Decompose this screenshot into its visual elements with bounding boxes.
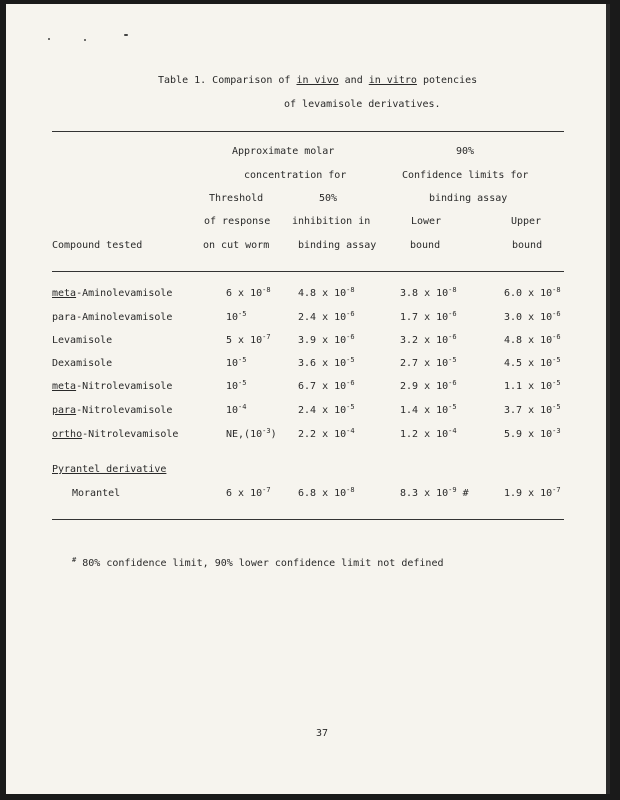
threshold-value: 5 x $10^{-7}$: [226, 333, 271, 346]
page-edge-shadow: [606, 4, 610, 794]
threshold-value: $10^{-4}$: [226, 403, 247, 416]
inhibition-value: 6.8 x $10^{-8}$: [298, 486, 355, 499]
upper-bound-value: 3.0 x $10^{-6}$: [504, 310, 561, 323]
table-title-line2: of levamisole derivatives.: [284, 99, 441, 110]
threshold-value: $10^{-5}$: [226, 310, 247, 323]
header-on-cut-worm: on cut worm: [203, 240, 270, 251]
upper-bound-value: 6.0 x $10^{-8}$: [504, 286, 561, 299]
lower-bound-value: 2.9 x $10^{-6}$: [400, 379, 457, 392]
lower-bound-value: 3.8 x $10^{-8}$: [400, 286, 457, 299]
lower-bound-value: 1.7 x $10^{-6}$: [400, 310, 457, 323]
header-of-response: of response: [204, 216, 271, 227]
inhibition-value: 2.4 x $10^{-6}$: [298, 310, 355, 323]
speck: [48, 38, 50, 40]
lower-bound-value: 8.3 x $10^{-9}$ #: [400, 486, 469, 499]
header-binding-assay: binding assay: [429, 193, 508, 204]
compound-name: meta-Aminolevamisole: [52, 288, 173, 299]
inhibition-value: 4.8 x $10^{-8}$: [298, 286, 355, 299]
lower-bound-value: 1.2 x $10^{-4}$: [400, 427, 457, 440]
threshold-value: 6 x $10^{-8}$: [226, 286, 271, 299]
header-threshold: Threshold: [209, 193, 264, 204]
threshold-value: $10^{-5}$: [226, 356, 247, 369]
lower-bound-value: 1.4 x $10^{-5}$: [400, 403, 457, 416]
header-50pct: 50%: [319, 193, 338, 204]
upper-bound-value: 5.9 x $10^{-3}$: [504, 427, 561, 440]
inhibition-value: 3.9 x $10^{-6}$: [298, 333, 355, 346]
bottom-rule: [52, 519, 564, 520]
inhibition-value: 2.4 x $10^{-5}$: [298, 403, 355, 416]
inhibition-value: 2.2 x $10^{-4}$: [298, 427, 355, 440]
header-bound-lower: bound: [410, 240, 441, 251]
page-number: 37: [316, 728, 329, 739]
header-90pct: 90%: [456, 146, 475, 157]
inhibition-value: 3.6 x $10^{-5}$: [298, 356, 355, 369]
compound-name: Morantel: [72, 488, 121, 499]
table-title-line1: Table 1. Comparison of in vivo and in vitro potencies: [158, 75, 478, 86]
upper-bound-value: 1.9 x $10^{-7}$: [504, 486, 561, 499]
header-confidence-limits: Confidence limits for: [402, 170, 529, 181]
header-bound-upper: bound: [512, 240, 543, 251]
document-page: [6, 4, 610, 794]
threshold-value: 6 x $10^{-7}$: [226, 486, 271, 499]
footnote: # 80% confidence limit, 90% lower confidence limit not defined: [72, 556, 444, 569]
speck: [124, 34, 128, 36]
lower-bound-value: 2.7 x $10^{-5}$: [400, 356, 457, 369]
speck: [84, 39, 86, 41]
header-approx-molar: Approximate molar: [232, 146, 335, 157]
compound-name: meta-Nitrolevamisole: [52, 381, 173, 392]
header-inhibition-in: inhibition in: [292, 216, 371, 227]
upper-bound-value: 4.5 x $10^{-5}$: [504, 356, 561, 369]
header-rule: [52, 271, 564, 272]
compound-name: para-Nitrolevamisole: [52, 405, 173, 416]
compound-name: Levamisole: [52, 335, 113, 346]
header-upper: Upper: [511, 216, 542, 227]
threshold-value: $10^{-5}$: [226, 379, 247, 392]
compound-name: Dexamisole: [52, 358, 113, 369]
header-concentration-for: concentration for: [244, 170, 347, 181]
threshold-value: $NE,(10^{-3})$: [226, 427, 277, 440]
compound-name: para-Aminolevamisole: [52, 312, 173, 323]
group-heading-pyrantel: Pyrantel derivative: [52, 464, 167, 475]
upper-bound-value: 4.8 x $10^{-6}$: [504, 333, 561, 346]
compound-name: ortho-Nitrolevamisole: [52, 429, 179, 440]
lower-bound-value: 3.2 x $10^{-6}$: [400, 333, 457, 346]
header-binding-assay-2: binding assay: [298, 240, 377, 251]
header-lower: Lower: [411, 216, 442, 227]
inhibition-value: 6.7 x $10^{-6}$: [298, 379, 355, 392]
upper-bound-value: 1.1 x $10^{-5}$: [504, 379, 561, 392]
upper-bound-value: 3.7 x $10^{-5}$: [504, 403, 561, 416]
header-compound-tested: Compound tested: [52, 240, 143, 251]
top-rule: [52, 131, 564, 132]
